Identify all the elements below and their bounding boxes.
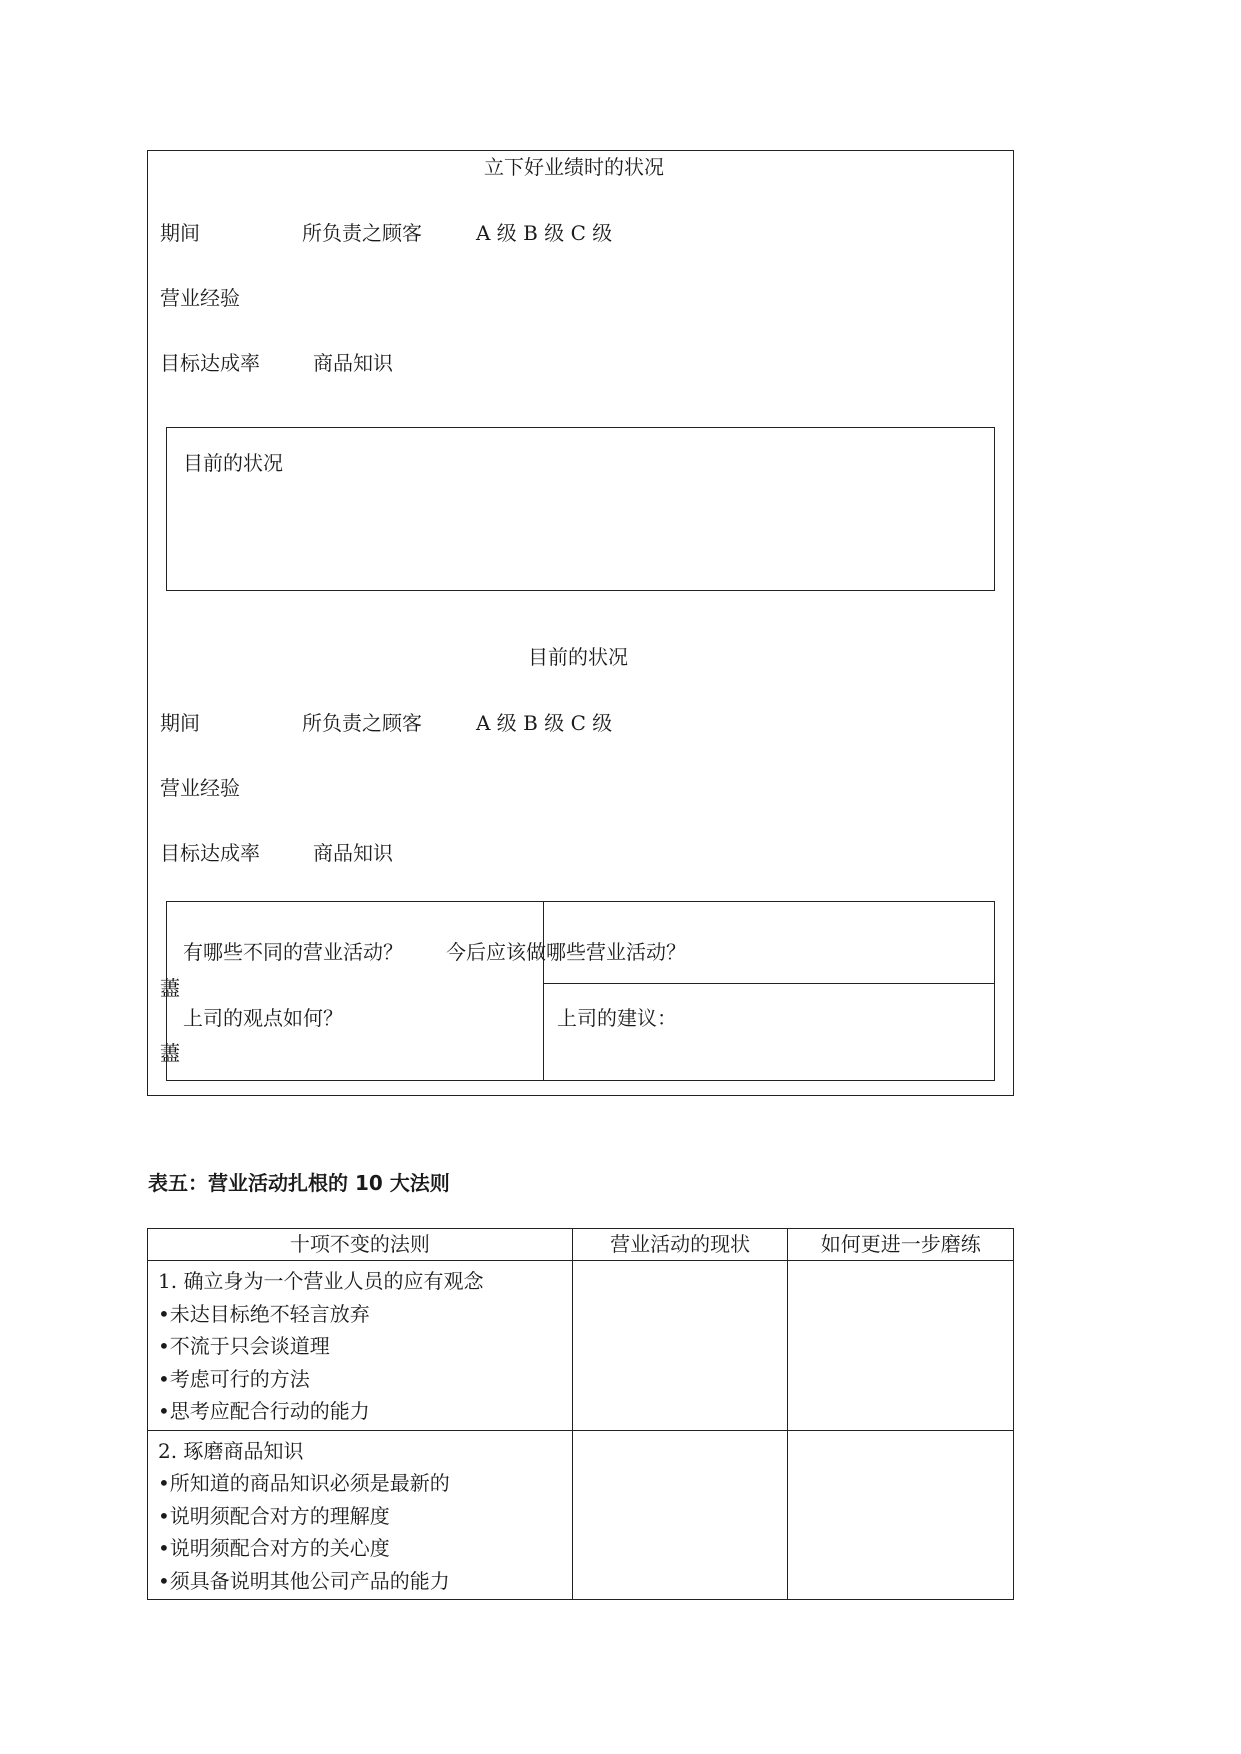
column-header-status: 营业活动的现状 [572,1229,788,1261]
column-header-rules: 十项不变的法则 [148,1229,573,1261]
table5-title: 表五：营业活动扎根的 10 大法则 [148,1171,450,1195]
current-status-box [166,427,995,591]
customers-label-2: 所负责之顾客 [302,711,422,735]
table-row [148,1430,1014,1600]
activities-grid-right-divider [543,983,995,984]
activities-grid-divider [543,901,544,1081]
question-activities: 有哪些不同的营业活动？ [183,940,403,964]
rule-item: •说明须配合对方的关心度 [158,1536,390,1560]
rule-title: 1. 确立身为一个营业人员的应有观念 [158,1269,484,1293]
product-knowledge-label: 商品知识 [313,351,393,375]
rules-cell [148,1430,573,1600]
question-boss-view: 上司的观点如何？ [183,1006,343,1030]
activities-grid [166,901,995,1081]
rule-item: •所知道的商品知识必须是最新的 [158,1471,450,1495]
question-boss-advice: 上司的建议： [557,1006,677,1030]
question-future: 今后应该做哪些营业活动？ [446,940,686,964]
rule-item: •说明须配合对方的理解度 [158,1503,390,1528]
grades-label: A 级 B 级 C 级 [476,221,613,245]
grades-label-2: A 级 B 级 C 级 [476,711,613,735]
improve-cell [788,1261,1014,1431]
rules-cell [148,1261,573,1431]
column-header-improve: 如何更进一步磨练 [788,1229,1014,1261]
stray-char-1: 藎 [160,976,180,1000]
period-label: 期间 [160,221,200,245]
rules-table [147,1228,1014,1600]
rule-item: •未达目标绝不轻言放弃 [158,1301,370,1326]
rule-item: •不流于只会谈道理 [158,1334,330,1358]
status-cell [572,1261,788,1431]
current-status-box-label: 目前的状况 [183,451,283,475]
table-header-row [148,1229,1014,1261]
target-rate-label-2: 目标达成率 [160,841,260,865]
experience-label-2: 营业经验 [160,776,240,800]
section2-title: 目前的状况 [528,645,628,669]
status-cell [572,1430,788,1600]
improve-cell [788,1430,1014,1600]
table-row [148,1261,1014,1431]
stray-char-2: 藎 [160,1041,180,1065]
rule-item: •考虑可行的方法 [158,1366,310,1391]
section1-title: 立下好业绩时的状况 [484,155,664,179]
target-rate-label: 目标达成率 [160,351,260,375]
rule-title: 2. 琢磨商品知识 [158,1438,304,1463]
experience-label: 营业经验 [160,286,240,310]
rule-item: •须具备说明其他公司产品的能力 [158,1568,450,1593]
customers-label: 所负责之顾客 [302,221,422,245]
period-label-2: 期间 [160,711,200,735]
rule-item: •思考应配合行动的能力 [158,1399,370,1423]
product-knowledge-label-2: 商品知识 [313,841,393,865]
